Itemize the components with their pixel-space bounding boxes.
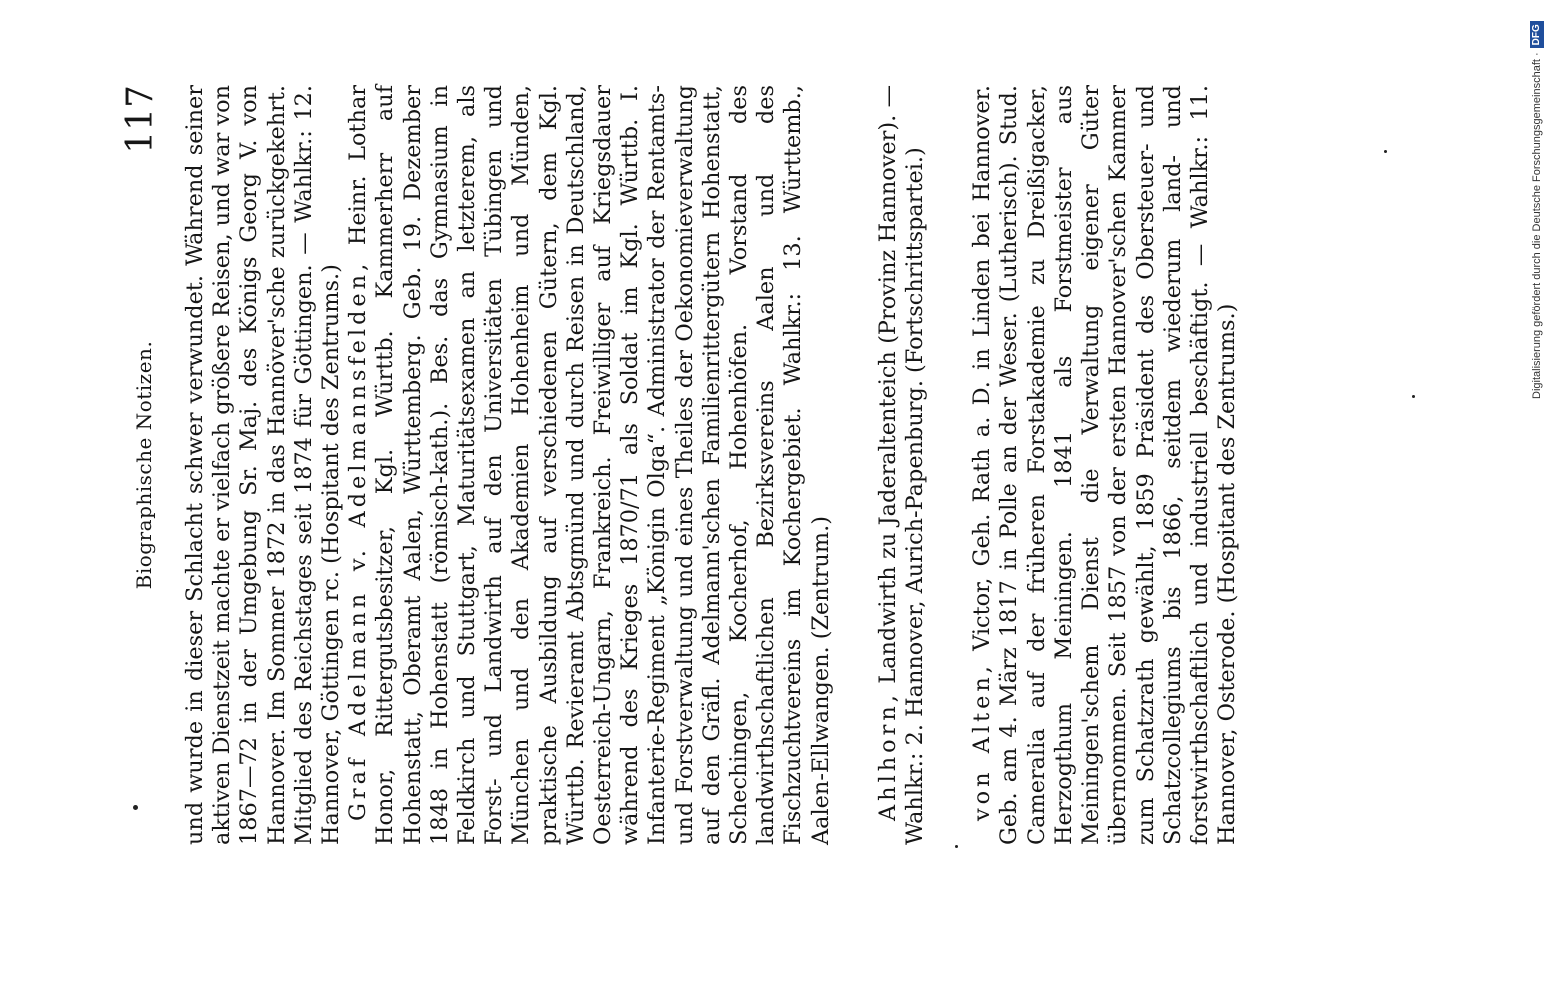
digitization-credit (1528, 4, 1544, 399)
credit-label: Digitalisierung gefördert durch die Deutsche Forschungsgemeinschaft · (1531, 52, 1543, 399)
dfg-logo: DFG (1530, 21, 1544, 48)
page-number: 117 (120, 85, 161, 154)
digitization-credit-text (1528, 4, 1544, 399)
rotated-page (110, 0, 1410, 1000)
entry-name: Graf Adelmann v. Adelmannsfelden, (345, 259, 372, 821)
print-speck (133, 805, 138, 810)
print-speck (955, 845, 958, 848)
paragraph-continuation: und wurde in dieser Schlacht schwer verwundet. Während seiner aktiven Dienstzeit machte er vielfach größere Reisen, und war von 1867—72 in der Umgebung Sr. Maj. des Königs Georg V. von Hannover. Im Sommer 1872 in das Hannöver'sche zurückgekehrt. Mitglied des Reichstages seit 1874 für Göttingen. — Wahlkr.: 12. Hannover, Göttingen rc. (Hospitant des Zentrums.) (182, 85, 345, 845)
entry-adelmann (345, 85, 835, 845)
entry-ahlhorn (875, 85, 929, 845)
entry-von-alten (969, 85, 1241, 845)
entry-name: Ahlhorn, (874, 691, 901, 821)
page-header (120, 85, 180, 845)
print-speck (1384, 150, 1387, 153)
print-speck (1412, 395, 1415, 398)
entry-text: Heinr. Lothar Honor, Rittergutsbesitzer, Kgl. Württb. Kammerherr auf Hohenstatt, Oberamt Aalen, Württemberg. Geb. 19. Dezember 1848 in Hohenstatt (römisch-kath.). Bes. das Gymnasium in Feldkirch und Stuttgart, Maturitätsexamen an letzterem, als Forst- und Landwirth auf den Universitäten Tübingen und München und den Akademien Hohenheim und Münden, praktische Ausbildung auf verschiedenen Gütern, dem Kgl. Württb. Revieramt Abtsgmünd und durch Reisen in Deutschland, Oesterreich-Ungarn, Frankreich. Freiwilliger auf Kriegsdauer während des Krieges 1870/71 als Soldat im Kgl. Württb. I. Infanterie-Regiment „Königin Olga“. Administrator der Rentamts- und Forstverwaltung und eines Theiles der Oekonomieverwaltung auf den Gräfl. Adelmann'schen Familienrittergütern Hohenstatt, Schechingen, Kocherhof, Hohenhöfen. Vorstand des landwirthschaftlichen Bezirksvereins Aalen und des Fischzuchtvereins im Kochergebiet. Wahlkr.: 13. Württemb., Aalen-Ellwangen. (Zentrum.) (345, 85, 834, 845)
entry-text: Victor, Geh. Rath a. D. in Linden bei Hannover. Geb. am 4. März 1817 in Polle an der Weser. (Lutherisch). Stud. Cameralia auf der früheren Forstakademie zu Dreißigacker, Herzogthum Meiningen. 1841 als Forstmeister aus Meiningen'schem Dienst die Verwaltung eigener Güter übernommen. Seit 1857 von der ersten Hannover'schen Kammer zum Schatzrath gewählt, 1859 Präsident des Obersteuer- und Schatzcollegiums bis 1866, seitdem wiederum land- und forstwirthschaftlich und industriell beschäftigt. — Wahlkr.: 11. Hannover, Osterode. (Hospitant des Zentrums.) (969, 85, 1241, 845)
page-body (120, 85, 1241, 845)
running-head: Biographische Notizen. (132, 340, 156, 590)
entry-name: von Alten, (969, 662, 996, 821)
entry-text: Landwirth zu Jaderaltenteich (Provinz Hannover). — Wahlkr.: 2. Hannover, Aurich-Papenburg. (Fortschrittspartei.) (874, 85, 929, 845)
